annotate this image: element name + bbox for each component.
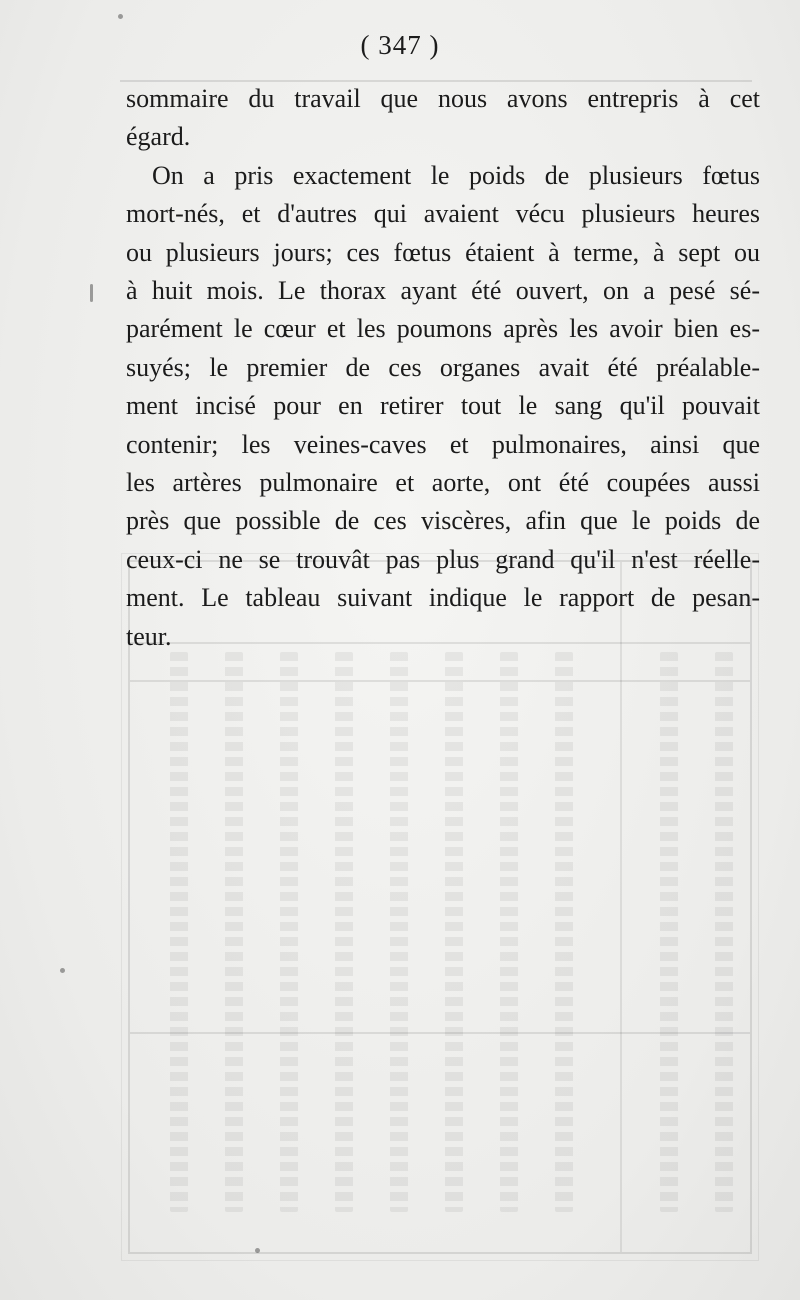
paper-speck: [90, 284, 93, 302]
text-line: suyés; le premier de ces organes avait été préalable-: [126, 352, 760, 382]
text-line: sommaire du travail que nous avons entrepris à cet: [126, 84, 760, 113]
body-text: [126, 80, 760, 656]
text-line: ceux-ci ne se trouvât pas plus grand qu'il n'est réelle-: [126, 544, 760, 574]
text-line: à huit mois. Le thorax ayant été ouvert, on a pesé sé-: [126, 276, 760, 306]
text-line: parément le cœur et les poumons après les avoir bien es-: [126, 314, 760, 344]
page-number: ( 347 ): [360, 30, 440, 60]
bleed-through-table: [128, 560, 752, 1254]
text-line: ment. Le tableau suivant indique le rapport de pesan-: [126, 583, 760, 613]
text-line: ment incisé pour en retirer tout le sang qu'il pouvait: [126, 391, 760, 421]
paper-speck: [60, 968, 65, 973]
paragraph-2: [126, 157, 760, 656]
text-line: égard.: [126, 122, 191, 152]
paper-speck: [118, 14, 123, 19]
paragraph-1: [126, 80, 760, 157]
text-line: mort-nés, et d'autres qui avaient vécu plusieurs heures: [126, 199, 760, 229]
text-line: contenir; les veines-caves et pulmonaires, ainsi que: [126, 429, 760, 459]
text-line: teur.: [126, 621, 172, 651]
text-line: ou plusieurs jours; ces fœtus étaient à terme, à sept ou: [126, 237, 760, 267]
text-line: les artères pulmonaire et aorte, ont été coupées aussi: [126, 468, 760, 498]
text-line: près que possible de ces viscères, afin que le poids de: [126, 506, 760, 536]
paper-speck: [255, 1248, 260, 1253]
text-line: On a pris exactement le poids de plusieurs fœtus: [152, 160, 760, 190]
